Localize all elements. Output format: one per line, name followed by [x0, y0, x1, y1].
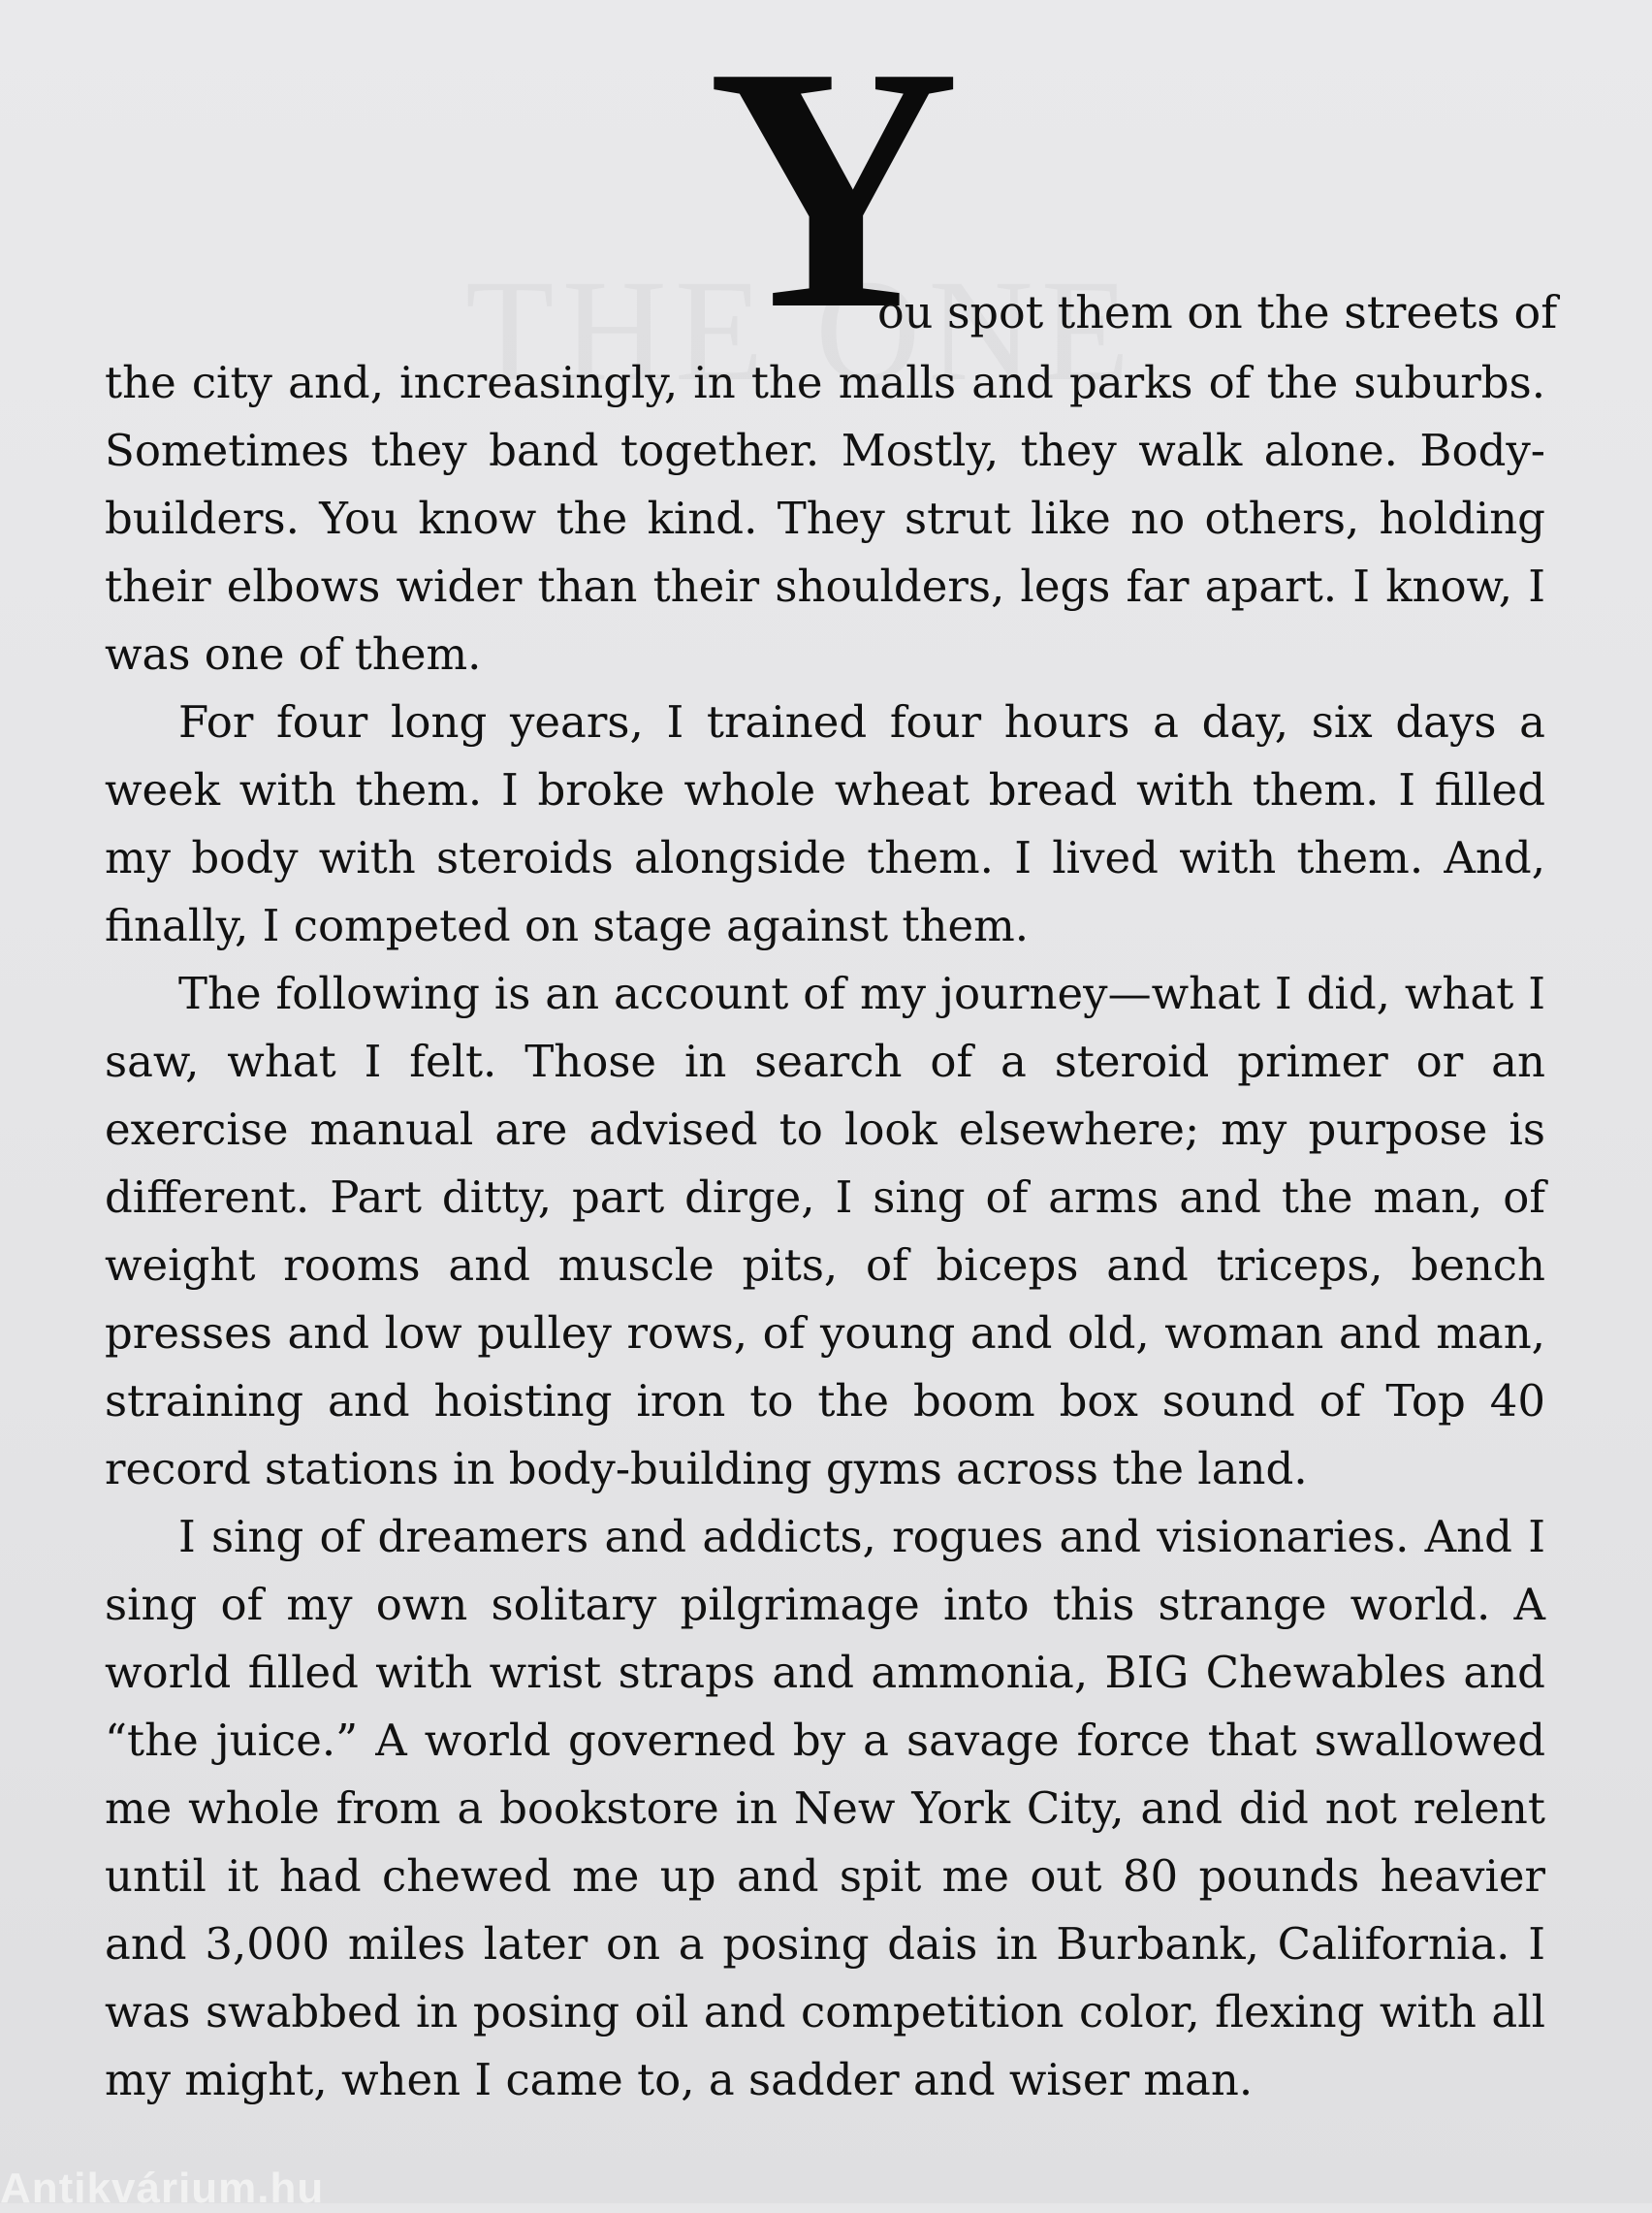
paragraph-4: I sing of dreamers and addicts, rogues and visionaries. And I sing of my own solitary pilgrimage into this strange world. A world filled with wrist straps and ammonia, BIG Chewables and “the juice.” A world governed by a savage force that swallowed me whole from a bookstore in New York City, and did not relent until it had chewed me up and spit me out 80 pounds heavier and 3,000 miles later on a posing dais in Burbank, California. I was swabbed in posing oil and competition color, flexing with all my might, when I came to, a sadder and wiser man.: [105, 1511, 1545, 2105]
paragraph-2: For four long years, I trained four hours a day, six days a week with them. I broke whole wheat bread with them. I filled my body with steroids alongside them. I lived with them. And, finally, I competed on stage against them.: [105, 696, 1545, 951]
body-text: [105, 349, 1545, 2114]
opening-line: ou spot them on the streets of: [877, 286, 1558, 338]
paragraph-1: the city and, increasingly, in the malls and parks of the suburbs. Sometimes they band together. Mostly, they walk alone. Body-builders. You know the kind. They strut like no others, holding their elbows wider than their shoulders, legs far apart. I know, I was one of them.: [105, 357, 1545, 680]
watermark: Antikvárium.hu: [0, 2165, 325, 2212]
drop-cap-letter: Y: [708, 0, 960, 381]
paragraph-3: The following is an account of my journey—what I did, what I saw, what I felt. Those in search of a steroid primer or an exercise manual are advised to look elsewhere; my purpose is different. Part ditty, part dirge, I sing of arms and the man, of weight rooms and muscle pits, of biceps and triceps, bench presses and low pulley rows, of young and old, woman and man, straining and hoisting iron to the boom box sound of Top 40 record stations in body-building gyms across the land.: [105, 968, 1545, 1494]
